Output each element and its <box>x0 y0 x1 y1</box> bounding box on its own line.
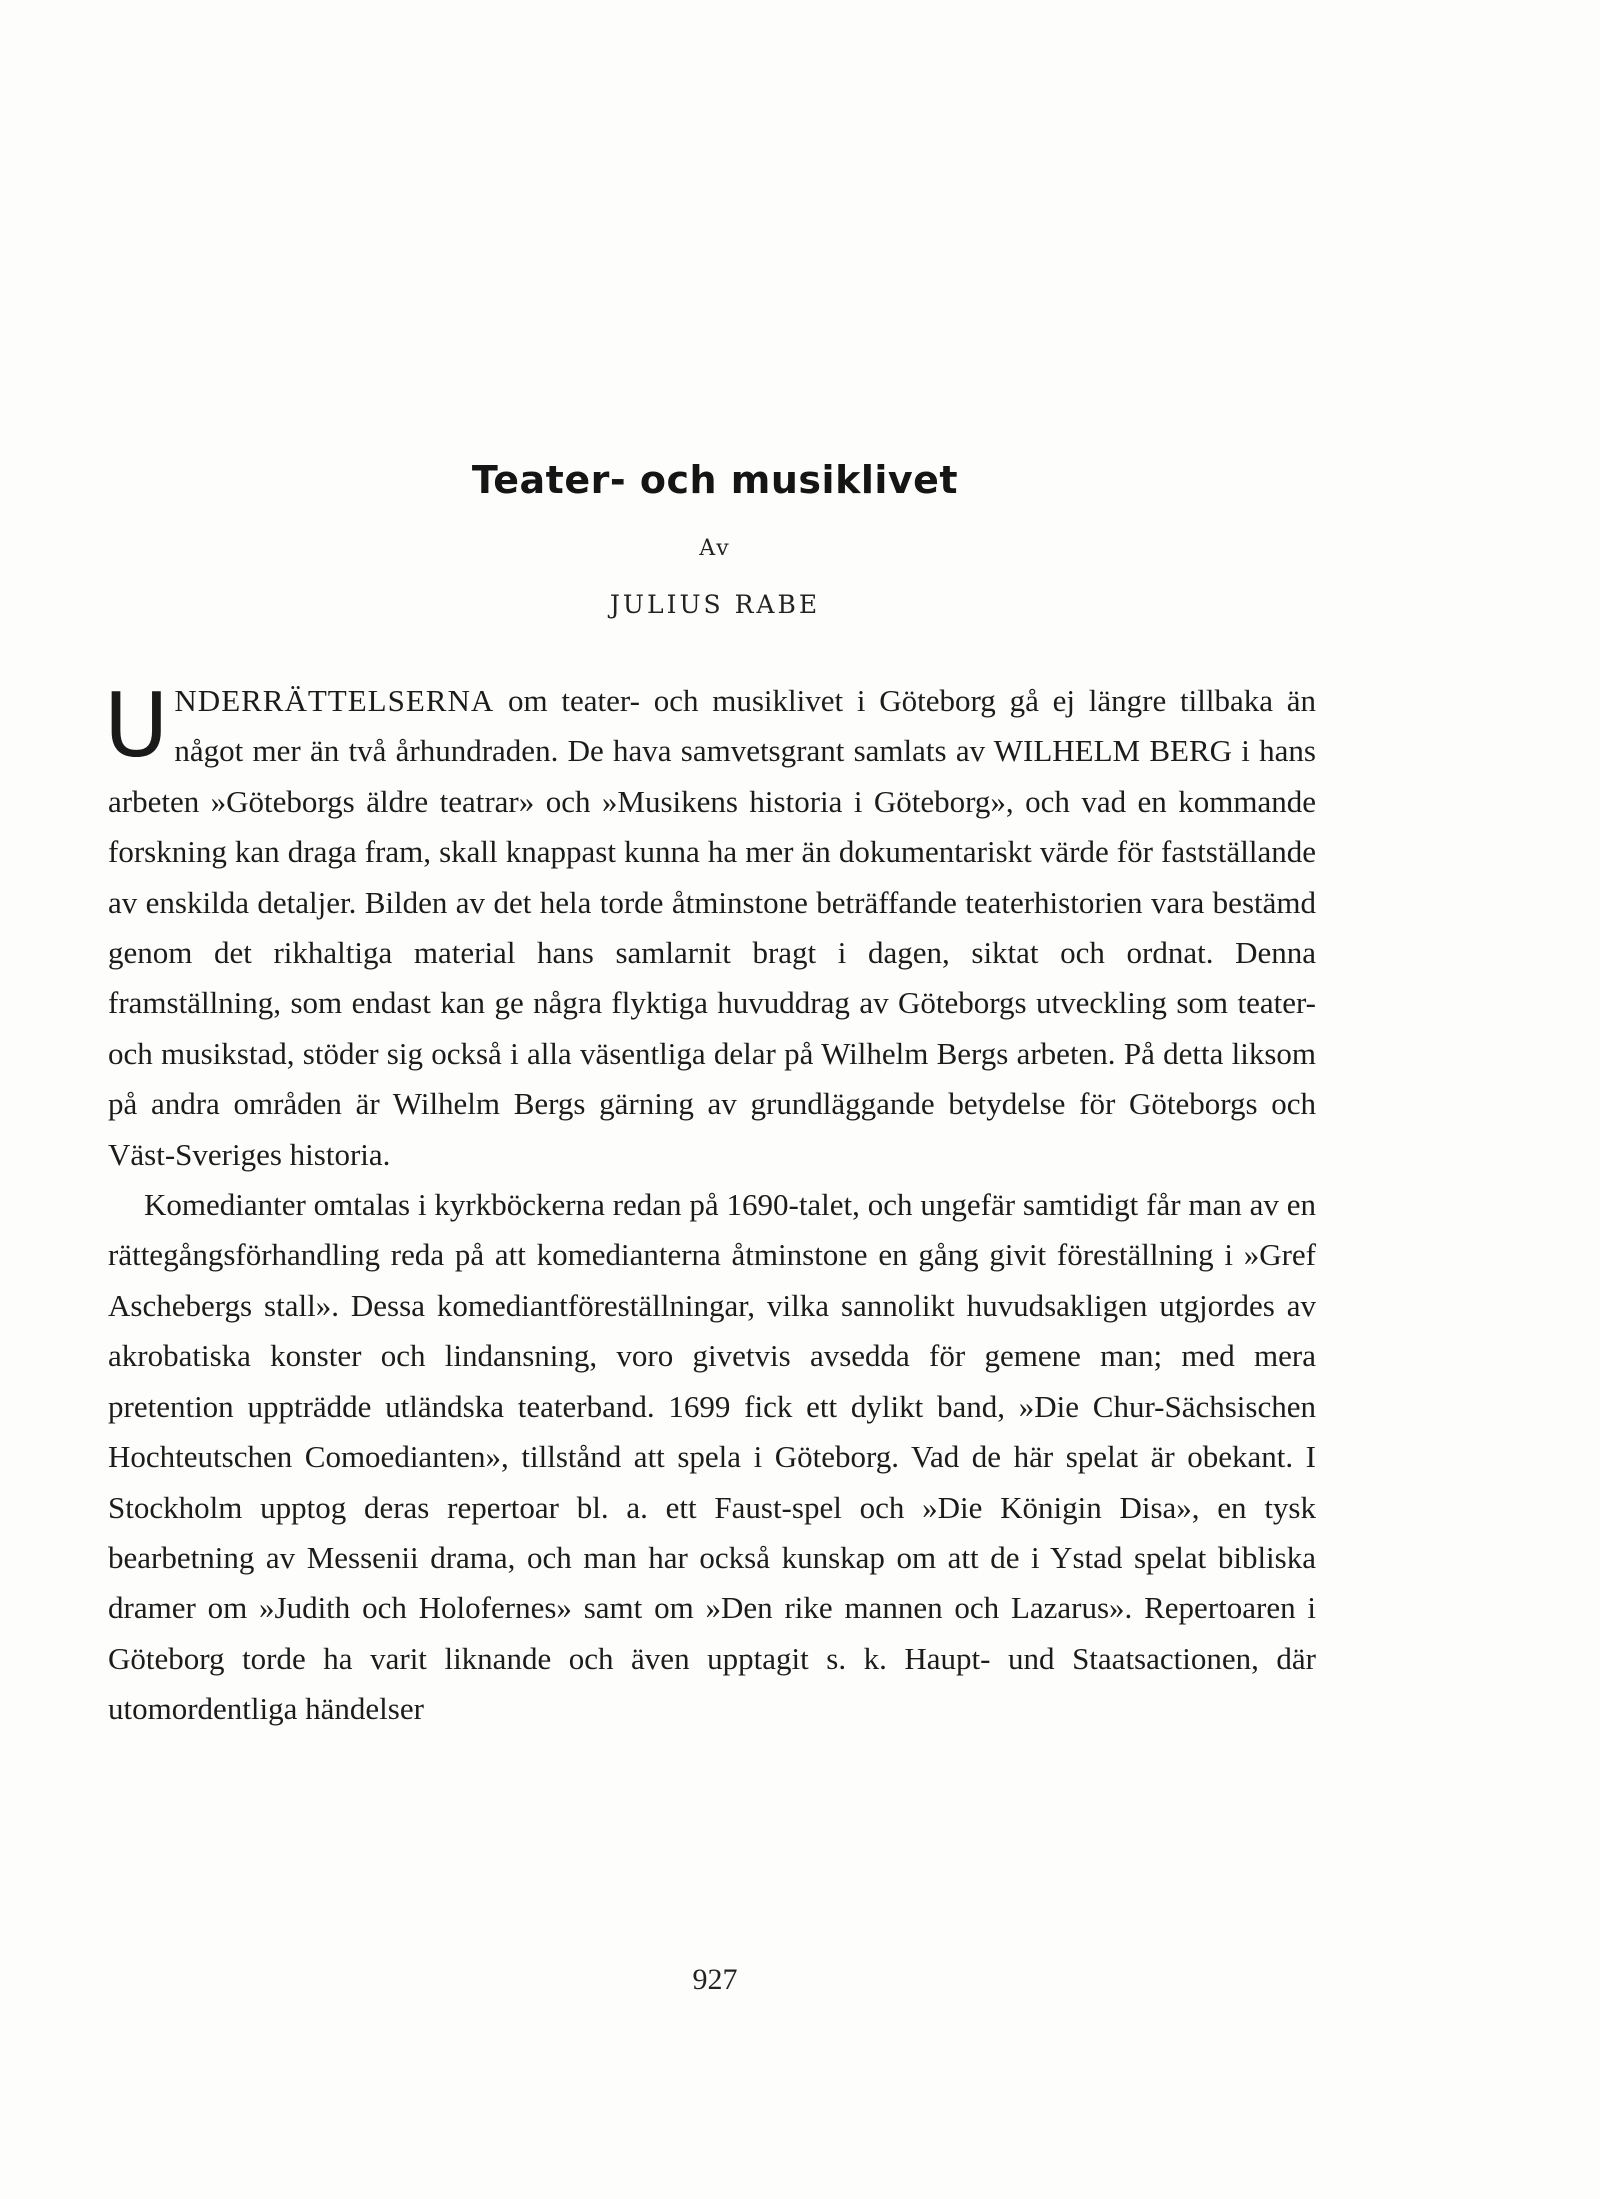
paragraph-1-text: om teater- och musiklivet i Göteborg gå ej längre tillbaka än något mer än två århundraden. De hava samvetsgrant samlats av WILHELM BERG i hans arbeten »Göteborgs äldre teatrar» och »Musikens historia i Göteborg», och vad en kommande forskning kan draga fram, skall knappast kunna ha mer än dokumentariskt värde för fastställande av enskilda detaljer. Bilden av det hela torde åtminstone beträffande teaterhistorien vara bestämd genom det rikhaltiga material hans samlarnit bragt i dagen, siktat och ordnat. Denna framställning, som endast kan ge några flyktiga huvuddrag av Göteborgs utveckling som teater- och musikstad, stöder sig också i alla väsentliga delar på Wilhelm Bergs arbeten. På detta liksom på andra områden är Wilhelm Bergs gärning av grundläggande betydelse för Göteborgs och Väst-Sveriges historia. <box>108 683 1316 1172</box>
article-body <box>104 674 1316 1735</box>
paragraph-1 <box>104 674 1316 1180</box>
paragraph-2: Komedianter omtalas i kyrkböckerna redan på 1690-talet, och ungefär samtidigt får man av en rättegångsförhandling reda på att komedianterna åtminstone en gång givit föreställning i »Gref Aschebergs stall». Dessa komediantföreställningar, vilka sannolikt huvudsakligen utgjordes av akrobatiska konster och lindansning, voro givetvis avsedda för gemene man; med mera pretention uppträdde utländska teaterband. 1699 fick ett dylikt band, »Die Chur-Sächsischen Hochteutschen Comoedianten», tillstånd att spela i Göteborg. Vad de här spelat är obekant. I Stockholm upptog deras repertoar bl. a. ett Faust-spel och »Die Königin Disa», en tysk bearbetning av Messenii drama, och man har också kunskap om att de i Ystad spelat bibliska dramer om »Judith och Holofernes» samt om »Den rike mannen och Lazarus». Repertoaren i Göteborg torde ha varit liknande och även upptagit s. k. Haupt- und Staatsactionen, där utomordentliga händelser <box>108 1187 1316 1727</box>
article-title: Teater- och musiklivet <box>471 458 959 502</box>
page-number: 927 <box>692 1963 738 1996</box>
lead-caps: NDERRÄTTELSERNA <box>174 683 495 718</box>
author-name: JULIUS RABE <box>609 590 821 619</box>
byline: Av <box>699 536 731 561</box>
drop-cap: U <box>104 674 169 777</box>
